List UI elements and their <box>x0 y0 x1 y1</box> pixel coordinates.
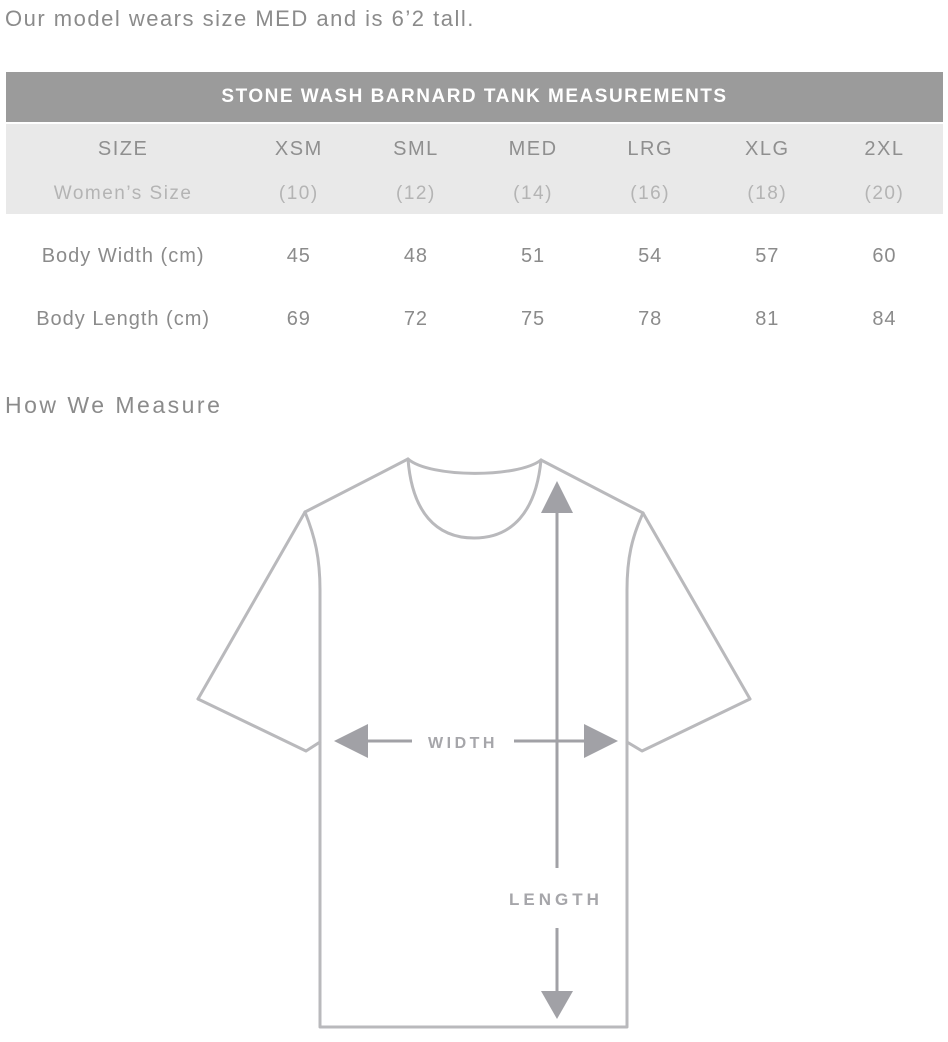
body-width-cell: 60 <box>872 244 897 267</box>
womens-size-cell: (14) <box>513 183 553 204</box>
body-length-cell: 69 <box>286 307 311 330</box>
body-length-cell: 84 <box>872 307 897 330</box>
body-width-cell: 48 <box>403 244 429 267</box>
body-width-cell: 45 <box>286 244 311 267</box>
row-label-body-length: Body Length (cm) <box>36 307 211 330</box>
size-cell: MED <box>508 137 558 160</box>
size-cell: XSM <box>274 137 323 160</box>
arrow-left-icon <box>334 724 368 758</box>
size-cell: LRG <box>627 137 673 160</box>
body-width-cell: 57 <box>755 244 780 267</box>
length-label: LENGTH <box>509 890 603 909</box>
row-label-body-width: Body Width (cm) <box>41 244 205 267</box>
row-label-womens-size: Women’s Size <box>53 183 193 204</box>
body-length-cell: 81 <box>755 307 780 330</box>
body-length-cell: 75 <box>520 307 546 330</box>
size-cell: SML <box>393 137 439 160</box>
body-length-cell: 72 <box>403 307 429 330</box>
womens-size-cell: (18) <box>747 183 788 204</box>
size-table-title: STONE WASH BARNARD TANK MEASUREMENTS <box>6 72 943 122</box>
arrow-up-icon <box>541 481 573 513</box>
body-width-cell: 54 <box>638 244 663 267</box>
how-we-measure-heading: How We Measure <box>5 392 223 418</box>
womens-size-cell: (20) <box>864 183 905 204</box>
body-length-cell: 78 <box>638 307 663 330</box>
body-width-cell: 51 <box>520 244 546 267</box>
womens-size-cell: (10) <box>278 183 319 204</box>
size-cell: 2XL <box>864 137 905 160</box>
womens-size-cell: (12) <box>396 183 436 204</box>
width-label: WIDTH <box>428 735 498 752</box>
size-cell: XLG <box>745 137 790 160</box>
model-size-note: Our model wears size MED and is 6’2 tall. <box>5 6 475 31</box>
womens-size-cell: (16) <box>630 183 671 204</box>
row-label-size: SIZE <box>97 137 149 160</box>
arrow-right-icon <box>584 724 618 758</box>
arrow-down-icon <box>541 991 573 1019</box>
width-arrow <box>334 724 618 758</box>
